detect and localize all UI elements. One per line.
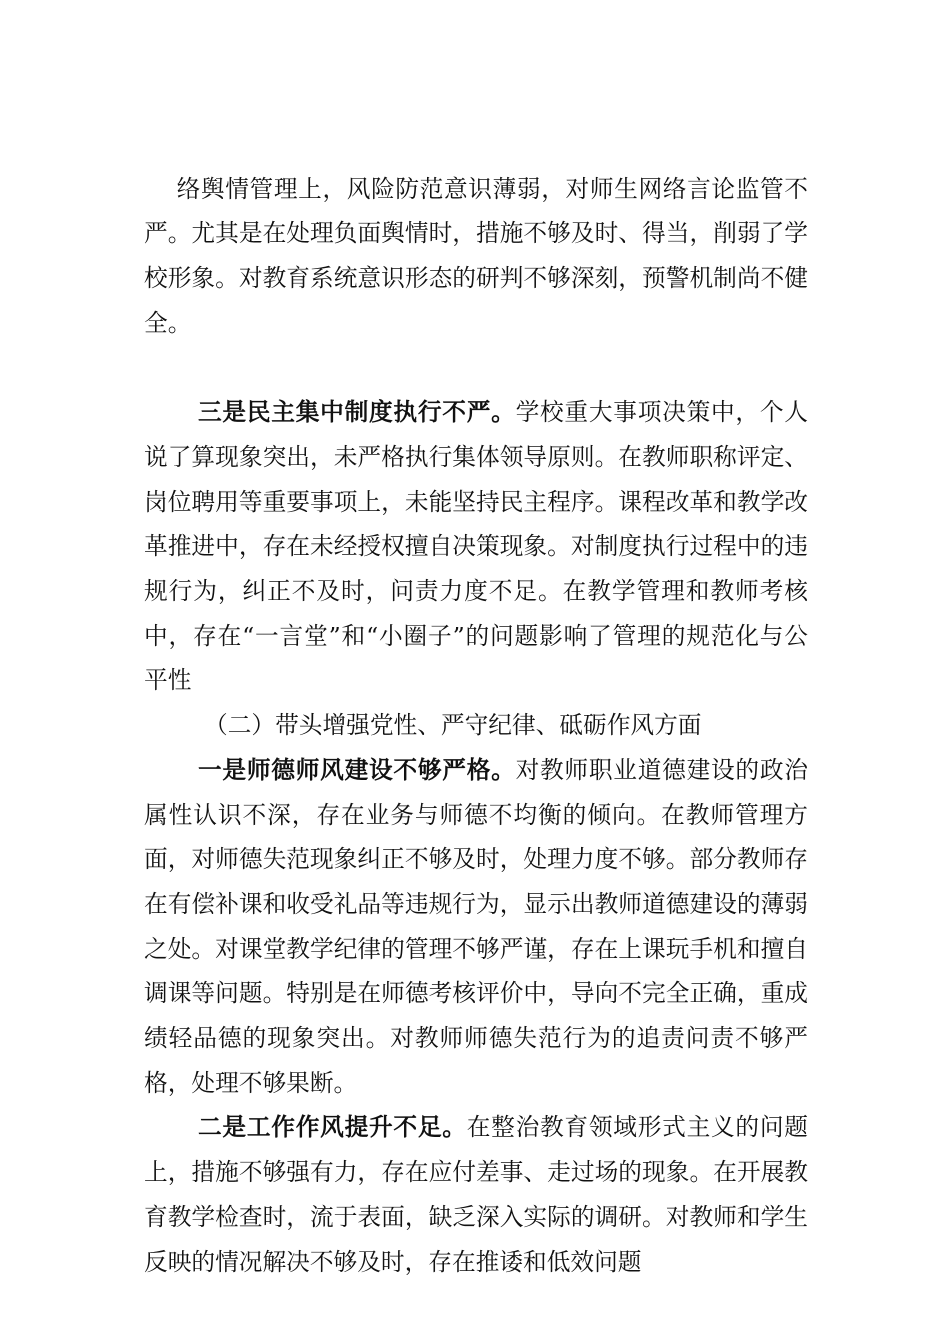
document-page	[144, 122, 808, 1284]
paragraph-teacher-ethics	[144, 748, 808, 1106]
paragraph-network-opinion	[144, 122, 808, 390]
paragraph-lead-heading: 二是工作作风提升不足。	[198, 1113, 467, 1142]
paragraph-democratic-centralism	[144, 390, 808, 703]
paragraph-lead-heading: 三是民主集中制度执行不严。	[198, 398, 516, 427]
section-heading: （二）带头增强党性、严守纪律、砥砺作风方面	[204, 711, 702, 740]
paragraph-text: 对教师职业道德建设的政治属性认识不深，存在业务与师德不均衡的倾向。在教师管理方面，对师德失范现象纠正不够及时，处理力度不够。部分教师存在有偿补课和收受礼品等违规行为，显示出教师道德建设的薄弱之处。对课堂教学纪律的管理不够严谨，存在上课玩手机和擅自调课等问题。特别是在师德考核评价中，导向不完全正确，重成绩轻品德的现象突出。对教师师德失范行为的追责问责不够严格，处理不够果断。	[144, 755, 808, 1097]
paragraph-text: 络舆情管理上，风险防范意识薄弱，对师生网络言论监管不严。尤其是在处理负面舆情时，措施不够及时、得当，削弱了学校形象。对教育系统意识形态的研判不够深刻，预警机制尚不健全。	[144, 174, 808, 337]
paragraph-text: 在整治教育领域形式主义的问题上，措施不够强有力，存在应付差事、走过场的现象。在开展教育教学检查时，流于表面，缺乏深入实际的调研。对教师和学生反映的情况解决不够及时，存在推诿和低效问题	[144, 1113, 808, 1276]
paragraph-work-style	[144, 1105, 808, 1284]
paragraph-text: 学校重大事项决策中，个人说了算现象突出，未严格执行集体领导原则。在教师职称评定、岗位聘用等重要事项上，未能坚持民主程序。课程改革和教学改革推进中，存在未经授权擅自决策现象。对制度执行过程中的违规行为，纠正不及时，问责力度不足。在教学管理和教师考核中，存在“一言堂”和“小圈子”的问题影响了管理的规范化与公平性	[144, 398, 808, 695]
paragraph-lead-heading: 一是师德师风建设不够严格。	[198, 755, 516, 784]
